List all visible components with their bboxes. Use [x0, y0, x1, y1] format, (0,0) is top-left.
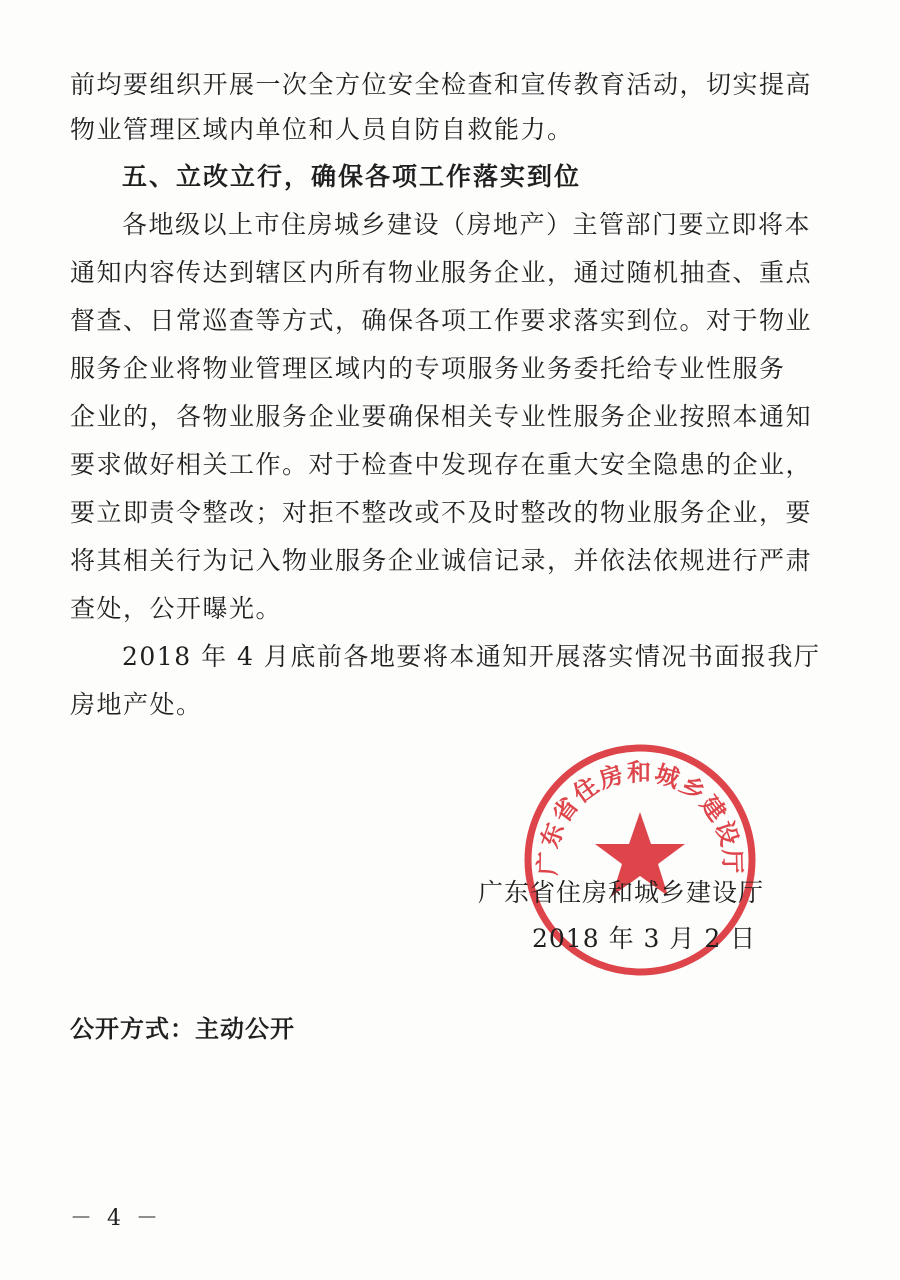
paragraph-line: 要求做好相关工作。对于检查中发现存在重大安全隐患的企业，: [70, 450, 813, 479]
paragraph-line: 企业的，各物业服务企业要确保相关专业性服务企业按照本通知: [70, 402, 813, 431]
paragraph-line: 物业管理区域内单位和人员自防自救能力。: [70, 115, 574, 144]
disclosure-mode: 公开方式：主动公开: [70, 1015, 295, 1043]
paragraph-line: 房地产处。: [70, 690, 203, 719]
issuer-name: 广东省住房和城乡建设厅: [478, 878, 765, 907]
issue-date: 2018 年 3 月 2 日: [532, 924, 757, 953]
paragraph-line: 查处，公开曝光。: [70, 594, 283, 623]
section-heading: 五、立改立行，确保各项工作落实到位: [122, 162, 582, 191]
paragraph-line: 通知内容传达到辖区内所有物业服务企业，通过随机抽查、重点: [70, 258, 813, 287]
paragraph-line: 各地级以上市住房城乡建设（房地产）主管部门要立即将本: [122, 210, 812, 239]
seal-text: 广东省住房和城乡建设厅: [533, 758, 747, 876]
paragraph-line: 要立即责令整改；对拒不整改或不及时整改的物业服务企业，要: [70, 498, 813, 527]
paragraph-line: 前均要组织开展一次全方位安全检查和宣传教育活动，切实提高: [70, 70, 813, 99]
paragraph-line: 将其相关行为记入物业服务企业诚信记录，并依法依规进行严肃: [70, 546, 813, 575]
paragraph-line: 督查、日常巡查等方式，确保各项工作要求落实到位。对于物业: [70, 306, 813, 335]
paragraph-line: 2018 年 4 月底前各地要将本通知开展落实情况书面报我厅: [122, 642, 821, 671]
page-number: － 4 －: [70, 1206, 162, 1231]
paragraph-line: 服务企业将物业管理区域内的专项服务业务委托给专业性服务: [70, 354, 786, 383]
